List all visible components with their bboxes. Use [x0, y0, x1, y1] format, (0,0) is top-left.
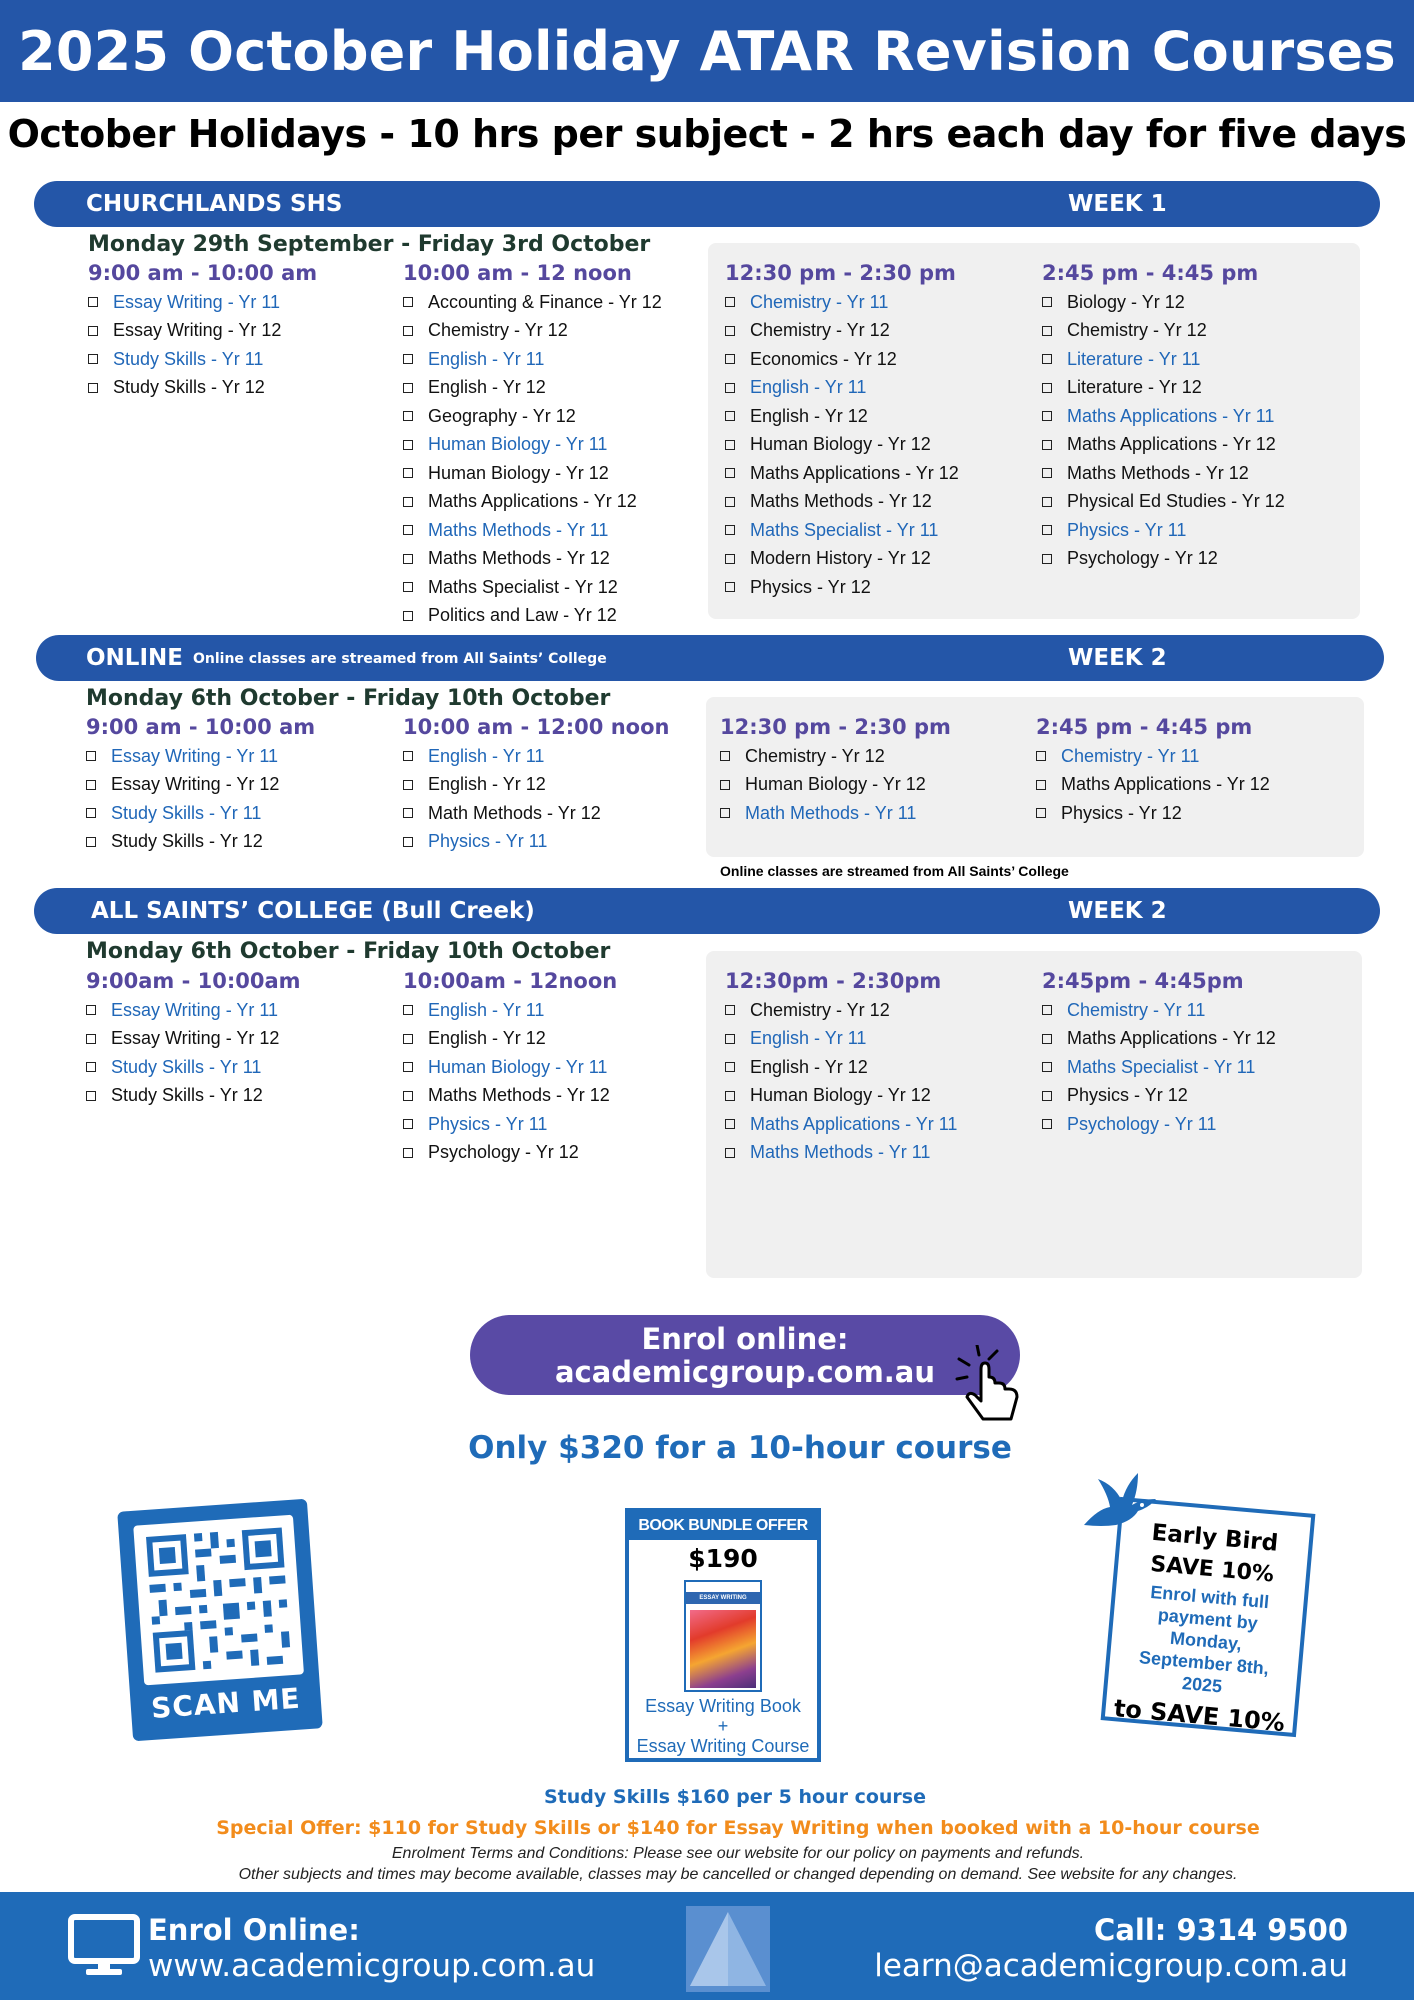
checkbox-icon[interactable] [725, 1005, 735, 1015]
checkbox-icon[interactable] [403, 582, 413, 592]
course-item[interactable] [1042, 1053, 1372, 1082]
checkbox-icon[interactable] [725, 582, 735, 592]
checkbox-icon[interactable] [403, 383, 413, 393]
book-bundle-offer [625, 1508, 821, 1762]
checkbox-icon[interactable] [403, 808, 413, 818]
session-time: 9:00am - 10:00am [86, 969, 301, 993]
course-item[interactable] [725, 374, 1055, 403]
session-time: 2:45 pm - 4:45 pm [1042, 261, 1259, 285]
checkbox-icon[interactable] [88, 354, 98, 364]
checkbox-icon[interactable] [403, 780, 413, 790]
checkbox-icon[interactable] [725, 525, 735, 535]
checkbox-icon[interactable] [1036, 751, 1046, 761]
course-item[interactable] [1042, 345, 1372, 374]
session-time: 10:00 am - 12 noon [403, 261, 632, 285]
checkbox-icon[interactable] [403, 497, 413, 507]
checkbox-icon[interactable] [1042, 554, 1052, 564]
course-item[interactable] [1042, 459, 1372, 488]
session-column [725, 967, 1055, 1167]
course-item[interactable] [403, 488, 733, 517]
checkbox-icon[interactable] [720, 780, 730, 790]
checkbox-icon[interactable] [1042, 297, 1052, 307]
course-item[interactable] [403, 602, 733, 631]
checkbox-icon[interactable] [725, 554, 735, 564]
course-label: Essay Writing - Yr 12 [113, 320, 282, 341]
enrol-button-url: academicgroup.com.au [554, 1355, 936, 1389]
bundle-plus: + [717, 1716, 729, 1736]
special-offer: Special Offer: $110 for Study Skills or $140 for Essay Writing when booked with a 10-hour course [216, 1817, 1260, 1839]
course-label: Physics - Yr 11 [428, 831, 548, 852]
course-label: English - Yr 11 [428, 348, 545, 369]
course-item[interactable] [403, 345, 733, 374]
course-item[interactable] [1042, 1110, 1372, 1139]
checkbox-icon[interactable] [725, 497, 735, 507]
course-label: Maths Applications - Yr 11 [1067, 405, 1275, 426]
session-column [725, 259, 1055, 602]
course-item[interactable] [86, 828, 416, 857]
course-label: Maths Applications - Yr 12 [1067, 1028, 1276, 1049]
course-label: English - Yr 12 [428, 377, 546, 398]
course-label: Human Biology - Yr 11 [428, 1056, 608, 1077]
checkbox-icon[interactable] [725, 411, 735, 421]
pointer-hand-icon [955, 1345, 1033, 1429]
checkbox-icon[interactable] [403, 611, 413, 621]
checkbox-icon[interactable] [86, 1091, 96, 1101]
section-dates: Monday 6th October - Friday 10th October [86, 686, 611, 711]
session-column [403, 967, 733, 1167]
venue-note: Online classes are streamed from All Saints’ College [193, 651, 607, 667]
checkbox-icon[interactable] [403, 837, 413, 847]
session-time: 2:45 pm - 4:45 pm [1036, 715, 1253, 739]
course-item[interactable] [1042, 431, 1372, 460]
checkbox-icon[interactable] [86, 1005, 96, 1015]
footer [0, 1892, 1414, 2000]
monitor-icon [68, 1914, 140, 1978]
checkbox-icon[interactable] [403, 326, 413, 336]
course-item[interactable] [725, 1053, 1055, 1082]
checkbox-icon[interactable] [1042, 1119, 1052, 1129]
course-item[interactable] [403, 374, 733, 403]
early-bird-foot: to SAVE 10% [1112, 1694, 1286, 1738]
checkbox-icon[interactable] [1042, 326, 1052, 336]
course-item[interactable] [725, 488, 1055, 517]
course-item[interactable] [725, 516, 1055, 545]
checkbox-icon[interactable] [720, 751, 730, 761]
checkbox-icon[interactable] [720, 808, 730, 818]
course-label: Maths Methods - Yr 12 [428, 548, 610, 569]
course-item[interactable] [403, 799, 733, 828]
course-label: Chemistry - Yr 11 [1067, 999, 1206, 1020]
course-item[interactable] [403, 1082, 733, 1111]
course-item[interactable] [86, 996, 416, 1025]
course-label: Physics - Yr 12 [1067, 1085, 1188, 1106]
course-label: Human Biology - Yr 12 [428, 462, 609, 483]
section-dates: Monday 29th September - Friday 3rd October [88, 232, 651, 257]
course-item[interactable] [403, 996, 733, 1025]
checkbox-icon[interactable] [86, 1034, 96, 1044]
course-item[interactable] [403, 431, 733, 460]
session-column [86, 967, 416, 1110]
checkbox-icon[interactable] [725, 383, 735, 393]
checkbox-icon[interactable] [1042, 1034, 1052, 1044]
footer-enrol-label: Enrol Online: [148, 1913, 360, 1947]
checkbox-icon[interactable] [88, 326, 98, 336]
course-label: English - Yr 12 [750, 1056, 868, 1077]
course-item[interactable] [1042, 996, 1372, 1025]
book-cover-image [684, 1580, 762, 1692]
course-label: Math Methods - Yr 12 [428, 802, 601, 823]
page-subtitle: October Holidays - 10 hrs per subject - 2 hrs each day for five days [7, 112, 1407, 156]
bundle-line1: Essay Writing Book [645, 1696, 801, 1716]
course-label: Maths Applications - Yr 12 [1061, 774, 1270, 795]
course-item[interactable] [1042, 516, 1372, 545]
session-time: 10:00am - 12noon [403, 969, 618, 993]
session-column [403, 713, 733, 856]
footer-phone[interactable]: Call: 9314 9500 [1094, 1913, 1348, 1947]
course-item[interactable] [725, 1025, 1055, 1054]
course-item[interactable] [86, 1053, 416, 1082]
course-item[interactable] [403, 573, 733, 602]
course-item[interactable] [725, 402, 1055, 431]
checkbox-icon[interactable] [86, 1062, 96, 1072]
checkbox-icon[interactable] [1042, 1005, 1052, 1015]
course-item[interactable] [86, 771, 416, 800]
week-label: WEEK 2 [1068, 645, 1167, 671]
course-label: Human Biology - Yr 12 [745, 774, 926, 795]
course-item[interactable] [725, 345, 1055, 374]
course-label: Study Skills - Yr 11 [111, 802, 262, 823]
checkbox-icon[interactable] [725, 1119, 735, 1129]
early-bird-terms: Enrol with full payment by Monday, September 8th, 2025 [1138, 1581, 1270, 1697]
checkbox-icon[interactable] [403, 1148, 413, 1158]
course-label: Chemistry - Yr 12 [745, 745, 885, 766]
course-label: Physics - Yr 12 [750, 576, 871, 597]
study-skills-price: Study Skills $160 per 5 hour course [544, 1786, 926, 1808]
course-item[interactable] [725, 1082, 1055, 1111]
course-item[interactable] [1036, 799, 1366, 828]
checkbox-icon[interactable] [1042, 354, 1052, 364]
course-item[interactable] [725, 573, 1055, 602]
course-label: Maths Applications - Yr 12 [428, 491, 637, 512]
course-item[interactable] [86, 742, 416, 771]
course-item[interactable] [403, 402, 733, 431]
academic-group-logo [686, 1906, 770, 1992]
checkbox-icon[interactable] [403, 354, 413, 364]
enrol-online-button[interactable] [470, 1315, 1020, 1395]
course-item[interactable] [720, 799, 1050, 828]
checkbox-icon[interactable] [403, 411, 413, 421]
qr-code[interactable] [117, 1499, 323, 1742]
course-label: Chemistry - Yr 12 [750, 320, 890, 341]
course-label: Literature - Yr 11 [1067, 348, 1201, 369]
checkbox-icon[interactable] [403, 1062, 413, 1072]
session-column [86, 713, 416, 856]
course-label: Maths Specialist - Yr 12 [428, 576, 618, 597]
course-label: Essay Writing - Yr 12 [111, 774, 280, 795]
course-label: English - Yr 11 [750, 377, 867, 398]
course-label: Study Skills - Yr 12 [111, 1085, 263, 1106]
early-bird-title: Early Bird [1150, 1519, 1280, 1557]
course-item[interactable] [403, 771, 733, 800]
session-column [1042, 967, 1372, 1139]
course-label: Chemistry - Yr 12 [428, 320, 568, 341]
session-column [88, 259, 418, 402]
section-dates: Monday 6th October - Friday 10th October [86, 939, 611, 964]
course-item[interactable] [1036, 771, 1366, 800]
course-item[interactable] [403, 1025, 733, 1054]
week-label: WEEK 1 [1068, 191, 1167, 217]
course-item[interactable] [86, 799, 416, 828]
course-label: Chemistry - Yr 12 [1067, 320, 1207, 341]
early-bird-save: SAVE 10% [1149, 1551, 1275, 1588]
checkbox-icon[interactable] [725, 1148, 735, 1158]
course-label: Maths Specialist - Yr 11 [1067, 1056, 1256, 1077]
checkbox-icon[interactable] [86, 751, 96, 761]
course-label: Study Skills - Yr 12 [111, 831, 263, 852]
course-label: Human Biology - Yr 11 [428, 434, 608, 455]
checkbox-icon[interactable] [1042, 525, 1052, 535]
session-column [403, 259, 733, 630]
course-label: Modern History - Yr 12 [750, 548, 931, 569]
checkbox-icon[interactable] [403, 1005, 413, 1015]
course-label: Chemistry - Yr 11 [1061, 745, 1200, 766]
checkbox-icon[interactable] [1042, 440, 1052, 450]
course-label: English - Yr 12 [428, 1028, 546, 1049]
course-item[interactable] [720, 742, 1050, 771]
course-label: Chemistry - Yr 12 [750, 999, 890, 1020]
checkbox-icon[interactable] [725, 1034, 735, 1044]
session-time: 12:30 pm - 2:30 pm [720, 715, 951, 739]
course-label: Maths Applications - Yr 11 [750, 1113, 958, 1134]
course-item[interactable] [725, 1139, 1055, 1168]
checkbox-icon[interactable] [725, 1062, 735, 1072]
price-line: Only $320 for a 10-hour course [468, 1430, 1012, 1466]
footer-enrol-link[interactable]: www.academicgroup.com.au [148, 1948, 596, 1984]
checkbox-icon[interactable] [403, 297, 413, 307]
course-label: English - Yr 12 [428, 774, 546, 795]
course-item[interactable] [725, 317, 1055, 346]
course-label: Maths Applications - Yr 12 [750, 462, 959, 483]
course-item[interactable] [725, 459, 1055, 488]
checkbox-icon[interactable] [403, 1034, 413, 1044]
checkbox-icon[interactable] [86, 837, 96, 847]
session-time: 9:00 am - 10:00 am [86, 715, 316, 739]
course-item[interactable] [1042, 288, 1372, 317]
course-label: Math Methods - Yr 11 [745, 802, 917, 823]
checkbox-icon[interactable] [725, 468, 735, 478]
course-label: Maths Methods - Yr 11 [428, 519, 609, 540]
course-label: Essay Writing - Yr 11 [113, 291, 281, 312]
qr-code-icon [133, 1515, 304, 1686]
course-label: Maths Methods - Yr 11 [750, 1142, 931, 1163]
course-label: Human Biology - Yr 12 [750, 1085, 931, 1106]
course-label: Politics and Law - Yr 12 [428, 605, 617, 626]
qr-label: SCAN ME [150, 1681, 302, 1725]
course-item[interactable] [403, 545, 733, 574]
online-footnote: Online classes are streamed from All Saints’ College [720, 863, 1069, 879]
course-label: Maths Specialist - Yr 11 [750, 519, 939, 540]
course-label: English - Yr 11 [428, 999, 545, 1020]
checkbox-icon[interactable] [725, 326, 735, 336]
checkbox-icon[interactable] [88, 297, 98, 307]
book-cover-art [690, 1610, 756, 1688]
course-label: Human Biology - Yr 12 [750, 434, 931, 455]
course-item[interactable] [720, 771, 1050, 800]
checkbox-icon[interactable] [725, 297, 735, 307]
course-label: English - Yr 12 [750, 405, 868, 426]
title-banner [0, 0, 1414, 102]
checkbox-icon[interactable] [1036, 808, 1046, 818]
course-item[interactable] [403, 828, 733, 857]
course-label: Chemistry - Yr 11 [750, 291, 889, 312]
course-label: Accounting & Finance - Yr 12 [428, 291, 662, 312]
bundle-price: $190 [688, 1544, 758, 1573]
course-label: Essay Writing - Yr 11 [111, 745, 279, 766]
course-label: Geography - Yr 12 [428, 405, 576, 426]
course-item[interactable] [725, 1110, 1055, 1139]
session-time: 9:00 am - 10:00 am [88, 261, 318, 285]
page-title: 2025 October Holiday ATAR Revision Courses [18, 19, 1396, 83]
footer-enrol [148, 1912, 595, 1984]
course-item[interactable] [88, 317, 418, 346]
session-time: 12:30pm - 2:30pm [725, 969, 942, 993]
checkbox-icon[interactable] [86, 808, 96, 818]
triangle-logo-icon [686, 1906, 770, 1992]
bird-icon [1080, 1465, 1162, 1535]
course-item[interactable] [725, 288, 1055, 317]
qr-pattern [133, 1515, 304, 1686]
checkbox-icon[interactable] [403, 554, 413, 564]
course-label: Study Skills - Yr 12 [113, 377, 265, 398]
checkbox-icon[interactable] [403, 751, 413, 761]
course-item[interactable] [725, 431, 1055, 460]
checkbox-icon[interactable] [86, 780, 96, 790]
bundle-description [629, 1696, 817, 1756]
course-label: Psychology - Yr 12 [428, 1142, 579, 1163]
course-item[interactable] [1042, 402, 1372, 431]
course-label: Psychology - Yr 11 [1067, 1113, 1217, 1134]
checkbox-icon[interactable] [403, 440, 413, 450]
checkbox-icon[interactable] [1042, 383, 1052, 393]
footer-email-link[interactable]: learn@academicgroup.com.au [874, 1948, 1348, 1984]
checkbox-icon[interactable] [403, 468, 413, 478]
venue-name: CHURCHLANDS SHS [86, 191, 343, 217]
course-item[interactable] [1036, 742, 1366, 771]
course-item[interactable] [725, 545, 1055, 574]
session-time: 10:00 am - 12:00 noon [403, 715, 670, 739]
course-item[interactable] [403, 1110, 733, 1139]
checkbox-icon[interactable] [1042, 497, 1052, 507]
course-label: Physics - Yr 12 [1061, 802, 1182, 823]
course-item[interactable] [403, 459, 733, 488]
course-item[interactable] [88, 345, 418, 374]
course-label: English - Yr 11 [428, 745, 545, 766]
course-item[interactable] [403, 288, 733, 317]
course-item[interactable] [403, 1053, 733, 1082]
checkbox-icon[interactable] [725, 440, 735, 450]
checkbox-icon[interactable] [88, 383, 98, 393]
checkbox-icon[interactable] [725, 1091, 735, 1101]
course-item[interactable] [1042, 317, 1372, 346]
course-item[interactable] [1042, 488, 1372, 517]
course-item[interactable] [88, 288, 418, 317]
checkbox-icon[interactable] [725, 354, 735, 364]
book-band: ESSAY WRITING [686, 1592, 760, 1604]
checkbox-icon[interactable] [1036, 780, 1046, 790]
checkbox-icon[interactable] [1042, 411, 1052, 421]
week-label: WEEK 2 [1068, 898, 1167, 924]
terms-line-1: Enrolment Terms and Conditions: Please see our website for our policy on payments and refunds. [391, 1845, 1085, 1862]
bundle-title: BOOK BUNDLE OFFER [629, 1512, 817, 1540]
venue-name: ALL SAINTS’ COLLEGE (Bull Creek) [91, 898, 535, 924]
course-item[interactable] [725, 996, 1055, 1025]
checkbox-icon[interactable] [1042, 1091, 1052, 1101]
course-item[interactable] [403, 516, 733, 545]
checkbox-icon[interactable] [403, 525, 413, 535]
course-label: Study Skills - Yr 11 [111, 1056, 262, 1077]
course-item[interactable] [1042, 1082, 1372, 1111]
checkbox-icon[interactable] [1042, 468, 1052, 478]
course-label: Physics - Yr 11 [428, 1113, 548, 1134]
session-column [1036, 713, 1366, 828]
course-label: Maths Methods - Yr 12 [428, 1085, 610, 1106]
course-item[interactable] [1042, 374, 1372, 403]
checkbox-icon[interactable] [403, 1119, 413, 1129]
course-item[interactable] [1042, 545, 1372, 574]
terms-line-2: Other subjects and times may become available, classes may be cancelled or changed depending on demand. See website for any changes. [238, 1866, 1238, 1883]
course-label: Maths Applications - Yr 12 [1067, 434, 1276, 455]
footer-contact [874, 1912, 1348, 1984]
course-label: Literature - Yr 12 [1067, 377, 1202, 398]
course-label: Essay Writing - Yr 11 [111, 999, 279, 1020]
enrol-button-line1: Enrol online: [641, 1322, 849, 1356]
course-label: Economics - Yr 12 [750, 348, 897, 369]
checkbox-icon[interactable] [1042, 1062, 1052, 1072]
course-item[interactable] [403, 317, 733, 346]
section-bar-all-saints [34, 888, 1380, 934]
session-time: 2:45pm - 4:45pm [1042, 969, 1244, 993]
bundle-line2: Essay Writing Course [636, 1736, 810, 1756]
course-item[interactable] [86, 1082, 416, 1111]
section-bar-churchlands [34, 181, 1380, 227]
checkbox-icon[interactable] [403, 1091, 413, 1101]
session-column [1042, 259, 1372, 573]
section-bar-online [36, 635, 1384, 681]
course-label: Maths Methods - Yr 12 [1067, 462, 1249, 483]
course-item[interactable] [86, 1025, 416, 1054]
session-time: 12:30 pm - 2:30 pm [725, 261, 956, 285]
course-label: Physical Ed Studies - Yr 12 [1067, 491, 1285, 512]
course-item[interactable] [1042, 1025, 1372, 1054]
course-label: Physics - Yr 11 [1067, 519, 1187, 540]
course-label: English - Yr 11 [750, 1028, 867, 1049]
course-label: Psychology - Yr 12 [1067, 548, 1218, 569]
course-item[interactable] [403, 1139, 733, 1168]
course-label: Study Skills - Yr 11 [113, 348, 264, 369]
course-label: Biology - Yr 12 [1067, 291, 1185, 312]
session-column [720, 713, 1050, 828]
course-label: Maths Methods - Yr 12 [750, 491, 932, 512]
course-item[interactable] [403, 742, 733, 771]
venue-name: ONLINE [86, 645, 183, 671]
course-item[interactable] [88, 374, 418, 403]
course-label: Essay Writing - Yr 12 [111, 1028, 280, 1049]
